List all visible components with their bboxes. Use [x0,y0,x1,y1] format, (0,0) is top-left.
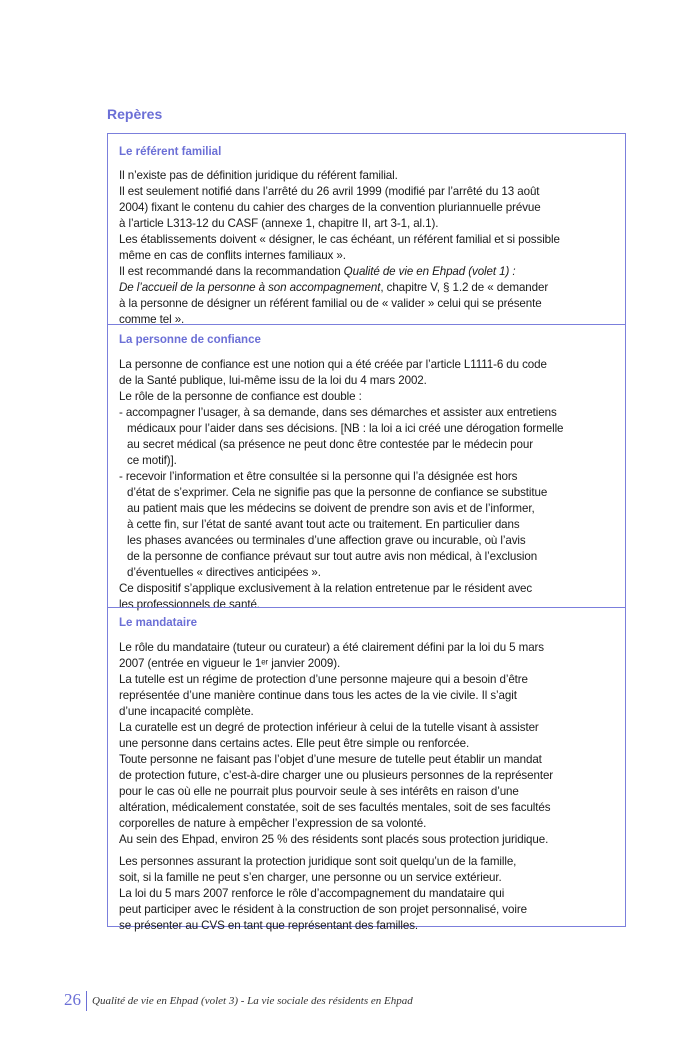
italic-title: Qualité de vie en Ehpad (volet 1) : [343,265,516,278]
block-heading: La personne de confiance [119,334,261,346]
paragraph: La curatelle est un degré de protection inférieur à celui de la tutelle visant à assister une personne dans certains actes. Elle peut être simple ou renforcée. [119,721,539,750]
list-item-continuation: d’état de s’exprimer. Cela ne signifie pas que la personne de confiance se substitue au patient mais que les médecins se doivent de prendre son avis et de l’informer, à cette fin, sur l’état de santé avant tout acte ou traitement. En particulier dans les phases avancées ou terminales d’une affection grave ou incurable, où l’avis de la personne de confiance prévaut sur tout autre avis non médical, à l’exclusion d’éventuelles « directives anticipées ». [127,486,548,579]
footer-text: Qualité de vie en Ehpad (volet 3) - La vie sociale des résidents en Ehpad [92,995,413,1007]
text: , chapitre V, § 1.2 de « demander à la personne de désigner un référent familial ou de « valider » celui qui se présente comme tel ». [119,281,549,326]
block-mandataire [108,607,625,932]
paragraph [119,264,625,328]
paragraph: Au sein des Ehpad, environ 25 % des résidents sont placés sous protection juridique. [119,833,549,846]
paragraph: La loi du 5 mars 2007 renforce le rôle d’accompagnement du mandataire qui peut participer avec le résident à la construction de son projet personnalisé, voire se présenter au CVS en tant que représentant des familles. [119,887,527,932]
paragraph: La tutelle est un régime de protection d’une personne majeure qui a besoin d’être représentée d’une manière continue dans tous les actes de la vie civile. Il s’agit d’une incapacité complète. [119,673,528,718]
block-heading: Le référent familial [119,146,222,158]
paragraph: Toute personne ne faisant pas l’objet d’une mesure de tutelle peut établir un mandat de protection future, c’est-à-dire charger une ou plusieurs personnes de la représenter pour le cas où elle ne pourrait plus pourvoir seule à ses intérêts en raison d’une altération, médicalement constatée, soit de ses facultés mentales, soit de ses facultés corporelles de nature à empêcher l’expression de sa volonté. [119,753,554,830]
paragraph: La personne de confiance est une notion qui a été créée par l’article L1111-6 du code de la Santé publique, lui-même issu de la loi du 4 mars 2002. [119,358,547,387]
paragraph: Le rôle du mandataire (tuteur ou curateur) a été clairement défini par la loi du 5 mars 2007 (entrée en vigueur le 1ᵉʳ janvier 2009). [119,641,545,670]
paragraph: Le rôle de la personne de confiance est double : [119,390,362,403]
list-item: - recevoir l’information et être consultée si la personne qui l’a désignée est hors [119,470,518,483]
italic-title: De l’accueil de la personne à son accompagnement [119,281,381,294]
section-title: Repères [107,106,163,122]
block-personne-confiance [108,324,625,611]
footer-divider [86,991,87,1011]
paragraph: Il est seulement notifié dans l’arrêté du 26 avril 1999 (modifié par l’arrêté du 13 août 2004) fixant le contenu du cahier des charges de la convention pluriannuelle prévue à l’article L313-12 du CASF (annexe 1, chapitre II, art 3-1, al.1). [119,185,541,230]
text: Il est recommandé dans la recommandation [119,265,341,278]
paragraph: Les établissements doivent « désigner, le cas échéant, un référent familial et si possible même en cas de conflits internes familiaux ». [119,233,560,262]
reperes-box [107,133,626,932]
block-referent-familial [108,134,625,324]
list-item: - accompagner l’usager, à sa demande, dans ses démarches et assister aux entretiens [119,406,557,419]
page-number: 26 [64,990,81,1009]
paragraph: Ce dispositif s’applique exclusivement à la relation entretenue par le résident avec les professionnels de santé. [119,582,533,611]
paragraph: Les personnes assurant la protection juridique sont soit quelqu’un de la famille, soit, si la famille ne peut s’en charger, une personne ou un service extérieur. [119,855,517,884]
list-item-continuation: médicaux pour l’aider dans ses décisions. [NB : la loi a ici créé une dérogation formelle au secret médical (sa présence ne peut donc être contestée par le médecin pour ce motif)]. [127,422,564,467]
paragraph: Il n’existe pas de définition juridique du référent familial. [119,169,398,182]
block-heading: Le mandataire [119,617,197,629]
